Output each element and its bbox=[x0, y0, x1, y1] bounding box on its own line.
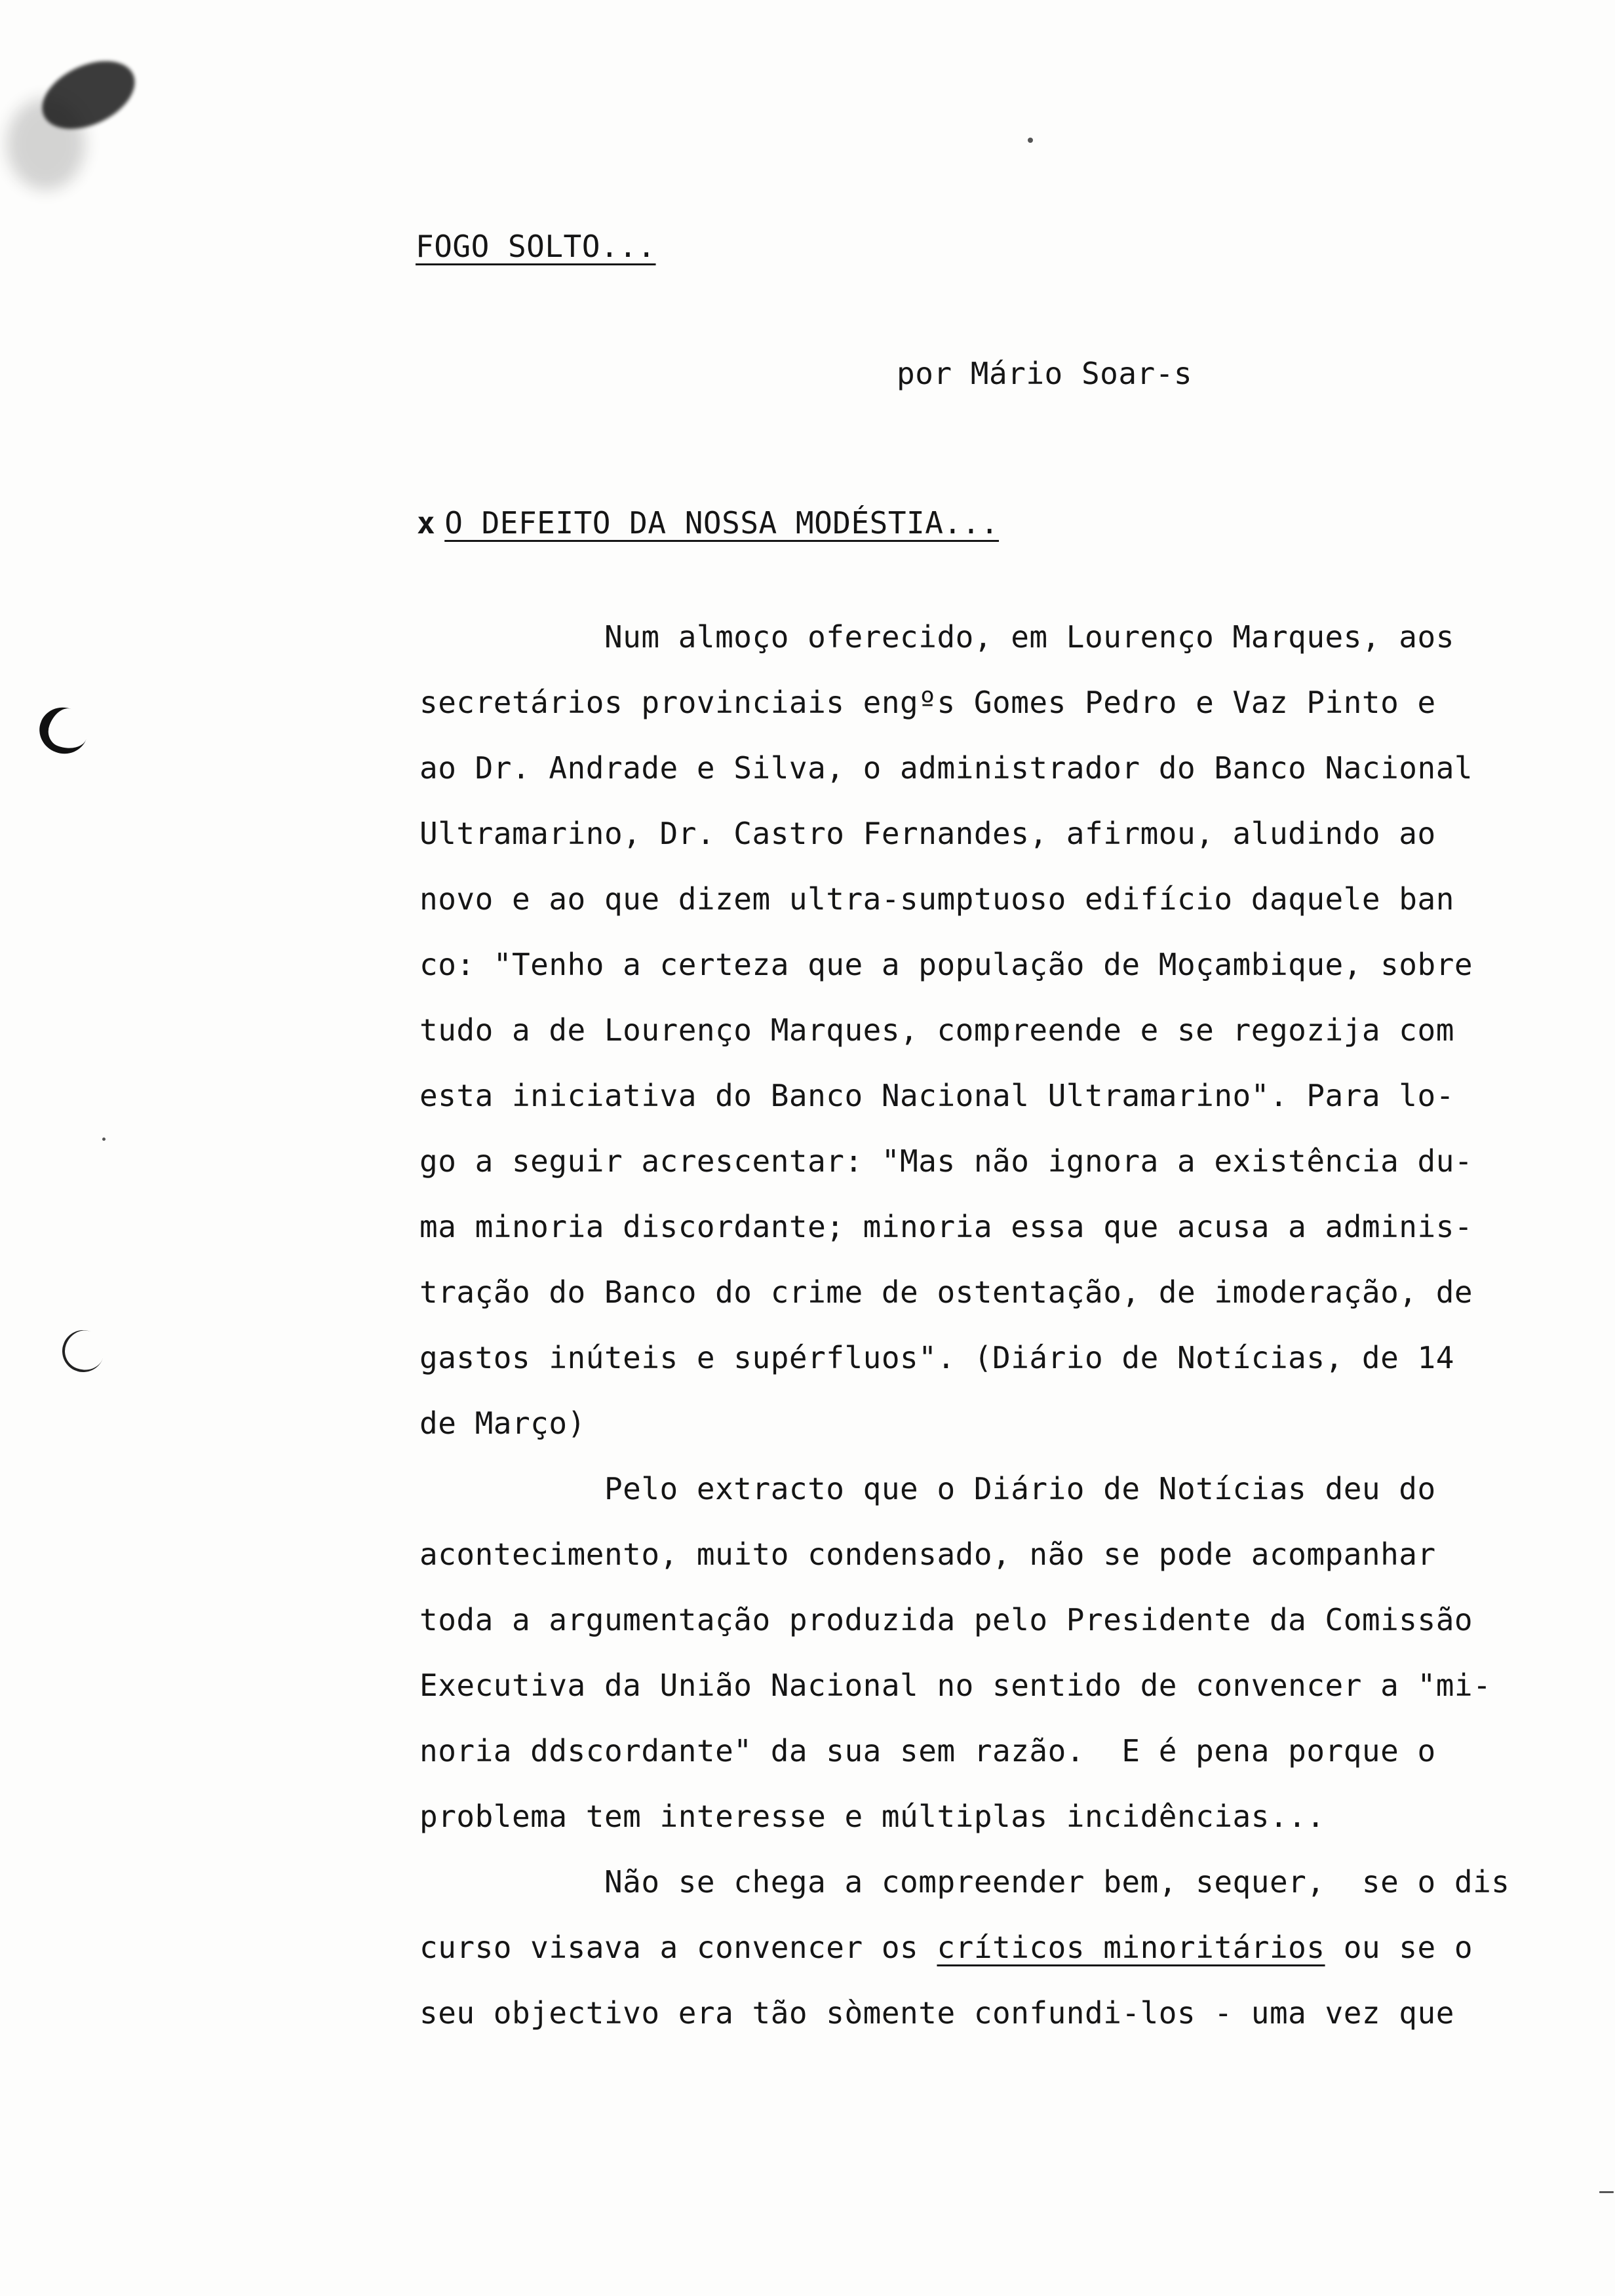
body-line: novo e ao que dizem ultra-sumptuoso edifício daquele ban bbox=[419, 881, 1454, 917]
body-line: problema tem interesse e múltiplas incidências... bbox=[419, 1799, 1325, 1834]
body-line: co: "Tenho a certeza que a população de Moçambique, sobre bbox=[419, 947, 1473, 982]
body-line: acontecimento, muito condensado, não se pode acompanhar bbox=[419, 1537, 1436, 1572]
body-line-segment: curso visava a convencer os bbox=[419, 1930, 937, 1965]
dust-speck bbox=[102, 1138, 106, 1141]
body-line: ma minoria discordante; minoria essa que acusa a adminis- bbox=[419, 1209, 1473, 1244]
body-line: esta iniciativa do Banco Nacional Ultramarino". Para lo- bbox=[419, 1078, 1454, 1113]
heading-bullet: x bbox=[417, 505, 436, 541]
section-heading bbox=[417, 506, 999, 540]
body-line: noria ddscordante" da sua sem razão. E é pena porque o bbox=[419, 1733, 1436, 1769]
body-line: go a seguir acrescentar: "Mas não ignora a existência du- bbox=[419, 1143, 1473, 1179]
underlined-phrase: críticos minoritários bbox=[937, 1930, 1325, 1965]
body-line: gastos inúteis e supérfluos". (Diário de Notícias, de 14 bbox=[419, 1340, 1454, 1375]
body-line: secretários provinciais engºs Gomes Pedro e Vaz Pinto e bbox=[419, 685, 1436, 720]
body-line-segment: ou se o bbox=[1325, 1930, 1473, 1965]
punch-hole-mark-upper bbox=[33, 700, 94, 760]
dust-speck bbox=[1028, 138, 1033, 143]
dust-speck bbox=[1599, 2191, 1614, 2193]
body-line: Executiva da União Nacional no sentido de convencer a "mi- bbox=[419, 1668, 1492, 1703]
body-line bbox=[419, 1930, 1473, 1964]
ink-smudge-spray bbox=[7, 98, 85, 190]
body-line: tração do Banco do crime de ostentação, de imoderação, de bbox=[419, 1274, 1473, 1310]
body-line: Ultramarino, Dr. Castro Fernandes, afirmou, aludindo ao bbox=[419, 816, 1436, 851]
body-line: Pelo extracto que o Diário de Notícias deu do bbox=[419, 1471, 1436, 1506]
body-line: Num almoço oferecido, em Lourenço Marques, aos bbox=[419, 619, 1454, 655]
body-line: ao Dr. Andrade e Silva, o administrador do Banco Nacional bbox=[419, 750, 1473, 786]
body-line: toda a argumentação produzida pelo Presidente da Comissão bbox=[419, 1602, 1473, 1637]
body-line: Não se chega a compreender bem, sequer, se o dis bbox=[419, 1864, 1510, 1900]
body-line: seu objectivo era tão sòmente confundi-los - uma vez que bbox=[419, 1995, 1454, 2031]
punch-hole-mark-lower bbox=[56, 1324, 110, 1378]
body-line: de Março) bbox=[419, 1406, 586, 1441]
author-byline: por Mário Soar-s bbox=[897, 356, 1193, 391]
heading-text: O DEFEITO DA NOSSA MODÉSTIA... bbox=[444, 505, 1000, 541]
document-title: FOGO SOLTO... bbox=[416, 229, 656, 264]
body-line: tudo a de Lourenço Marques, compreende e se regozija com bbox=[419, 1012, 1454, 1048]
